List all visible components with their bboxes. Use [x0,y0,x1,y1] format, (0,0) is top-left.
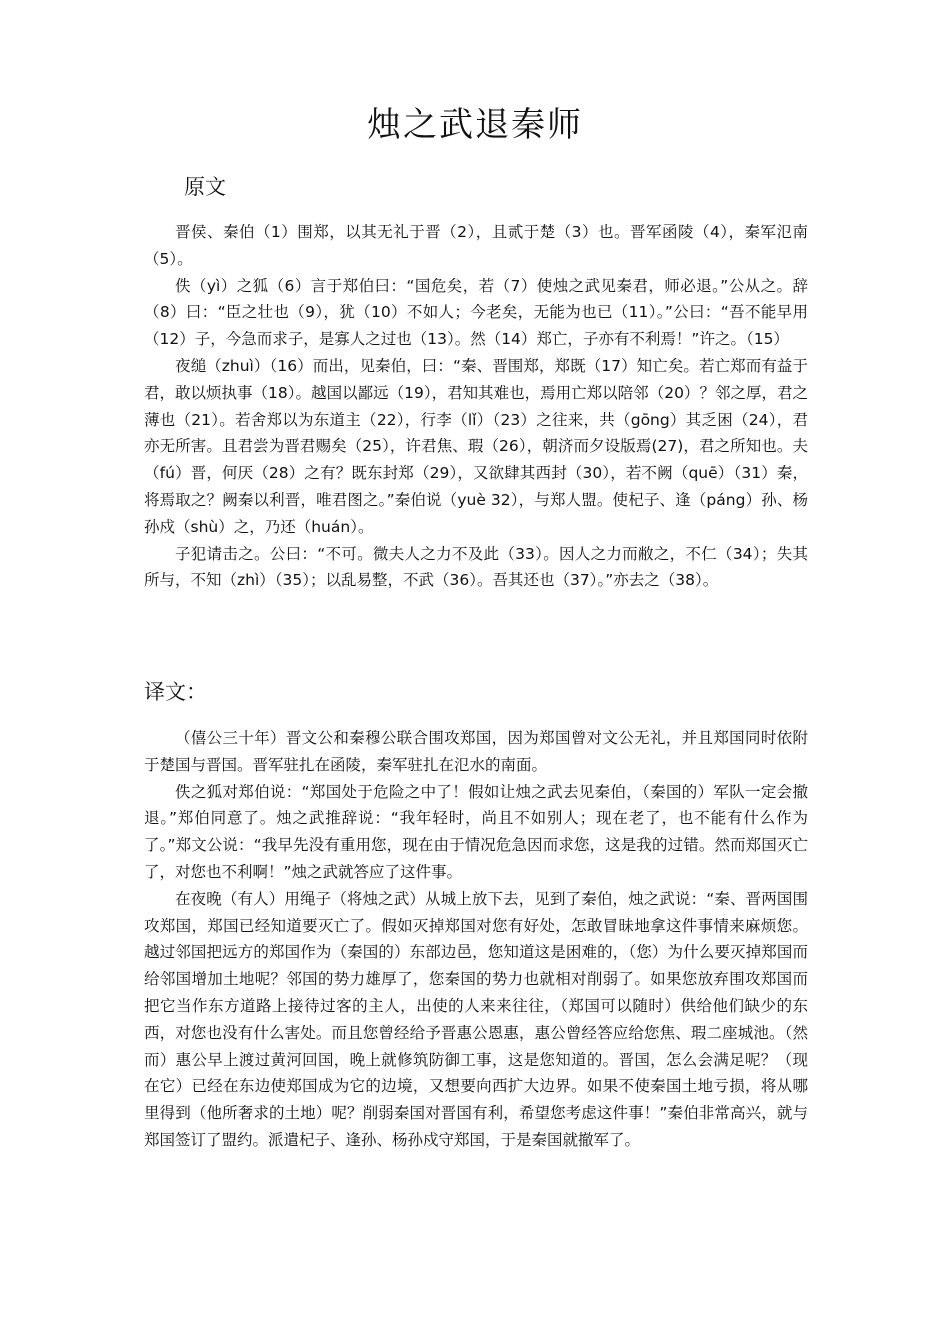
translation-text [144,725,808,1154]
translation-paragraph: （僖公三十年）晋文公和秦穆公联合围攻郑国，因为郑国曾对文公无礼，并且郑国同时依附于楚国与晋国。晋军驻扎在函陵，秦军驻扎在氾水的南面。 [144,729,808,774]
translation-paragraph: 佚之狐对郑伯说：“郑国处于危险之中了！假如让烛之武去见秦伯，（秦国的）军队一定会撤退。”郑伯同意了。烛之武推辞说：“我年轻时，尚且不如别人；现在老了，也不能有什么作为了。”郑文公说：“我早先没有重用您，现在由于情况危急因而求您，这是我的过错。然而郑国灭亡了，对您也不利啊！”烛之武就答应了这件事。 [144,782,808,881]
original-paragraph: 子犯请击之。公曰：“不可。微夫人之力不及此（33）。因人之力而敝之，不仁（34）；失其所与，不知（zhì）（35）；以乱易整，不武（36）。吾其还也（37）。”亦去之（38）。 [144,544,808,590]
translation-paragraph: 在夜晚（有人）用绳子（将烛之武）从城上放下去，见到了秦伯，烛之武说：“秦、晋两国围攻郑国，郑国已经知道要灭亡了。假如灭掉郑国对您有好处，怎敢冒昧地拿这件事情来麻烦您。越过邻国把远方的郑国作为（秦国的）东部边邑，您知道这是困难的，（您）为什么要灭掉郑国而给邻国增加土地呢？邻国的势力雄厚了，您秦国的势力也就相对削弱了。如果您放弃围攻郑国而把它当作东方道路上接待过客的主人，出使的人来来往往，（郑国可以随时）供给他们缺少的东西，对您也没有什么害处。而且您曾经给予晋惠公恩惠，惠公曾经答应给您焦、瑕二座城池。（然而）惠公早上渡过黄河回国，晚上就修筑防御工事，这是您知道的。晋国，怎么会满足呢？（现在它）已经在东边使郑国成为它的边境，又想要向西扩大边界。如果不使秦国土地亏损，将从哪里得到（他所奢求的土地）呢？削弱秦国对晋国有利，希望您考虑这件事！”秦伯非常高兴，就与郑国签订了盟约。派遣杞子、逢孙、杨孙戍守郑国，于是秦国就撤军了。 [144,889,808,1149]
original-text [144,219,808,594]
original-heading: 原文 [184,175,226,199]
translation-heading: 译文： [144,680,207,704]
original-paragraph: 夜缒（zhuì）（16）而出，见秦伯，曰：“秦、晋围郑，郑既（17）知亡矣。若亡郑而有益于君，敢以烦执事（18）。越国以鄙远（19），君知其难也，焉用亡郑以陪邻（20）？邻之厚，君之薄也（21）。若舍郑以为东道主（22），行李（lǐ）（23）之往来，共（gōng）其乏困（24），君亦无所害。且君尝为晋君赐矣（25），许君焦、瑕（26），朝济而夕设版焉(27)，君之所知也。夫（fú）晋，何厌（28）之有？既东封郑（29），又欲肆其西封（30），若不阙（quē）（31）秦，将焉取之？阙秦以利晋，唯君图之。”秦伯说（yuè 32），与郑人盟。使杞子、逢（páng）孙、杨孙戍（shù）之，乃还（huán）。 [144,356,808,536]
document-title: 烛之武退秦师 [367,105,583,145]
original-paragraph: 晋侯、秦伯（1）围郑，以其无礼于晋（2），且贰于楚（3）也。晋军函陵（4），秦军氾南（5）。 [144,223,808,268]
original-paragraph: 佚（yì）之狐（6）言于郑伯曰：“国危矣，若（7）使烛之武见秦君，师必退。”公从之。辞（8）曰：“臣之壮也（9），犹（10）不如人；今老矣，无能为也已（11）。”公曰：“吾不能早用（12）子，今急而求子，是寡人之过也（13）。然（14）郑亡，子亦有不利焉！”许之。（15） [144,276,808,349]
